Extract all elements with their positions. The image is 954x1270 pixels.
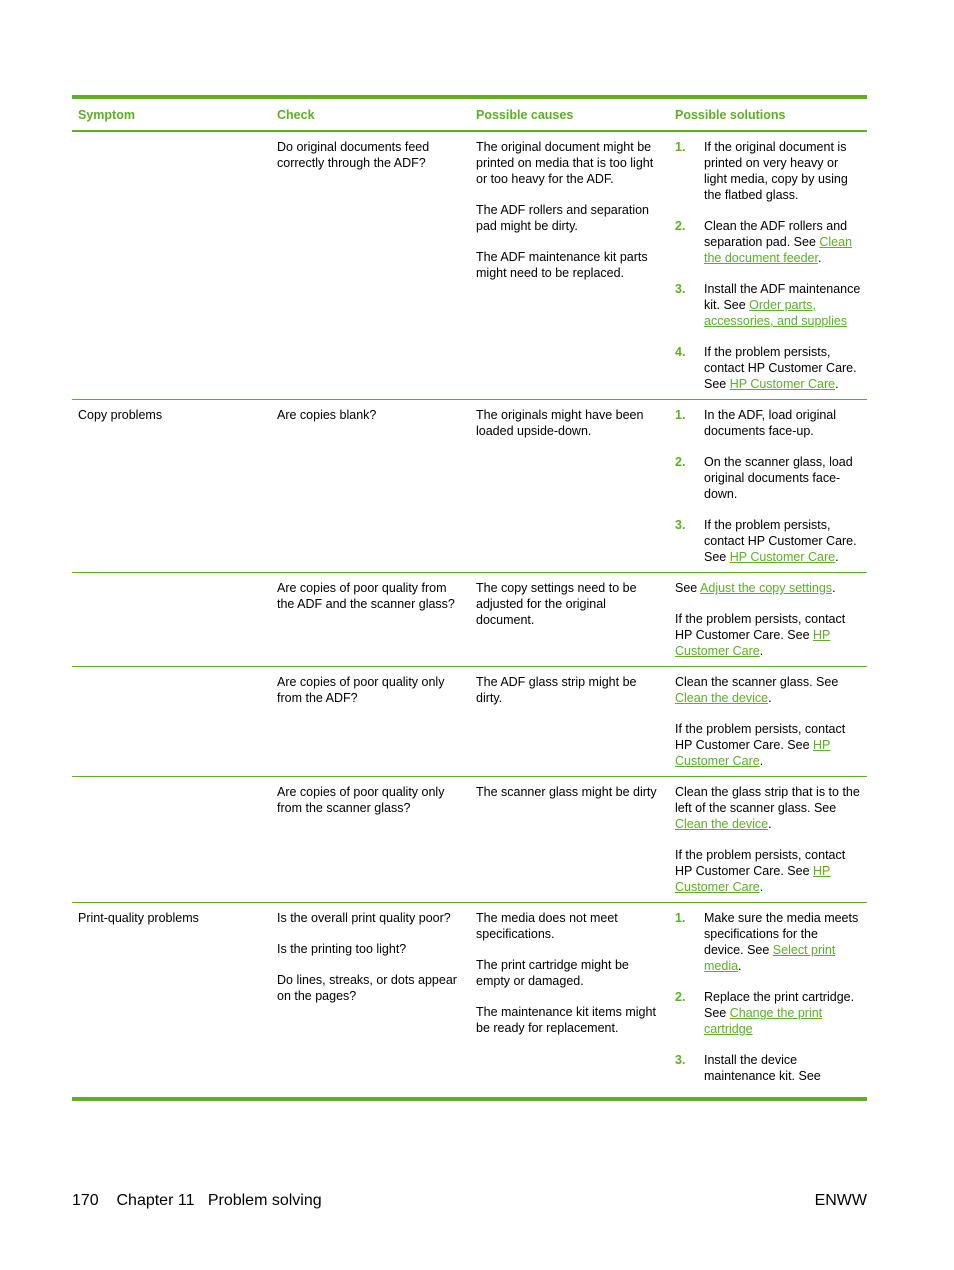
step-end: . — [835, 550, 839, 564]
symptom-cell — [72, 573, 271, 667]
solution-link[interactable]: HP Customer Care — [675, 738, 831, 768]
header-possible-solutions: Possible solutions — [669, 99, 867, 131]
solution-link[interactable]: Adjust the copy settings — [700, 581, 833, 595]
step-end: . — [835, 377, 839, 391]
header-symptom: Symptom — [72, 99, 271, 131]
cause-text: The scanner glass might be dirty — [476, 785, 657, 799]
cause-text: The media does not meet specifications. — [476, 911, 618, 941]
header-possible-causes: Possible causes — [470, 99, 669, 131]
solution-step — [675, 218, 861, 266]
check-cell — [271, 667, 470, 777]
chapter-label: Chapter 11 — [116, 1192, 195, 1209]
step-number: 1. — [675, 911, 686, 925]
footer-right: ENWW — [814, 1192, 867, 1209]
solution-step — [675, 281, 861, 329]
step-text: If the problem persists, contact HP Customer Care. See — [704, 518, 857, 564]
step-number: 3. — [675, 518, 686, 532]
step-end: . — [738, 959, 742, 973]
page-number: 170 — [72, 1192, 99, 1209]
table-row — [72, 573, 867, 667]
step-text: Make sure the media meets specifications for the device. See — [704, 911, 859, 957]
solutions-cell — [669, 573, 867, 667]
step-number: 3. — [675, 282, 686, 296]
step-link[interactable]: Select print media — [704, 943, 836, 973]
troubleshooting-table — [72, 95, 867, 1101]
solutions-cell — [669, 400, 867, 573]
solution-paragraph — [675, 580, 861, 596]
symptom-cell: Print-quality problems — [78, 911, 199, 925]
solution-link[interactable]: HP Customer Care — [675, 864, 831, 894]
check-cell — [271, 573, 470, 667]
cause-text: The ADF glass strip might be dirty. — [476, 675, 637, 705]
check-cell — [271, 777, 470, 903]
step-number: 2. — [675, 219, 686, 233]
causes-cell — [470, 131, 669, 400]
solution-paragraph — [675, 721, 861, 769]
solution-steps — [675, 139, 861, 392]
cause-text: The ADF maintenance kit parts might need to be replaced. — [476, 250, 648, 280]
step-text: Install the ADF maintenance kit. See — [704, 282, 861, 312]
step-number: 1. — [675, 140, 686, 154]
solution-steps — [675, 407, 861, 565]
table-bottom-rule — [72, 1097, 867, 1101]
cause-text: The originals might have been loaded upside-down. — [476, 408, 644, 438]
solution-paragraph — [675, 674, 861, 706]
step-text: In the ADF, load original documents face-up. — [704, 408, 837, 438]
solutions-cell — [669, 777, 867, 903]
table-header-row — [72, 99, 867, 131]
table-row — [72, 400, 867, 573]
check-text: Are copies of poor quality from the ADF and the scanner glass? — [277, 581, 455, 611]
table-body — [72, 131, 867, 1091]
solution-step — [675, 407, 861, 439]
solution-text: See — [675, 581, 701, 595]
causes-cell — [470, 573, 669, 667]
symptom-cell — [72, 131, 271, 400]
header-check: Check — [271, 99, 470, 131]
solution-text: Clean the glass strip that is to the left of the scanner glass. See — [675, 785, 860, 815]
check-text: Do original documents feed correctly through the ADF? — [277, 140, 430, 170]
cause-text: The copy settings need to be adjusted for the original document. — [476, 581, 637, 627]
step-link[interactable]: Clean the document feeder — [704, 235, 853, 265]
solution-step — [675, 1052, 861, 1084]
step-number: 2. — [675, 990, 686, 1004]
solution-end: . — [759, 880, 764, 894]
solution-step — [675, 139, 861, 203]
check-cell — [271, 903, 470, 1092]
solution-link[interactable]: Clean the device — [675, 691, 769, 705]
step-text: Clean the ADF rollers and separation pad. See — [704, 219, 848, 249]
solution-steps — [675, 910, 861, 1084]
problem-table — [72, 99, 867, 1091]
solution-end: . — [832, 581, 836, 595]
check-cell — [271, 131, 470, 400]
step-text: On the scanner glass, load original documents face-down. — [704, 455, 853, 501]
check-text: Are copies of poor quality only from the ADF? — [277, 675, 445, 705]
table-row — [72, 131, 867, 400]
causes-cell — [470, 903, 669, 1092]
solutions-cell — [669, 667, 867, 777]
cause-text: The maintenance kit items might be ready for replacement. — [476, 1005, 656, 1035]
symptom-cell — [72, 777, 271, 903]
causes-cell — [470, 667, 669, 777]
check-text: Is the overall print quality poor? — [277, 911, 451, 925]
check-text: Do lines, streaks, or dots appear on the pages? — [277, 973, 457, 1003]
symptom-cell — [72, 667, 271, 777]
solutions-cell — [669, 131, 867, 400]
solution-text: If the problem persists, contact HP Customer Care. See — [675, 722, 846, 752]
solution-paragraph — [675, 611, 861, 659]
check-text: Are copies blank? — [277, 408, 377, 422]
step-text: Install the device maintenance kit. See — [704, 1053, 821, 1083]
step-number: 2. — [675, 455, 686, 469]
causes-cell — [470, 400, 669, 573]
cause-text: The print cartridge might be empty or damaged. — [476, 958, 629, 988]
solution-end: . — [759, 754, 764, 768]
solution-step — [675, 989, 861, 1037]
section-title: Problem solving — [207, 1192, 322, 1209]
solution-paragraph — [675, 784, 861, 832]
table-row — [72, 777, 867, 903]
solution-text: Clean the scanner glass. See — [675, 675, 839, 689]
step-text: If the problem persists, contact HP Customer Care. See — [704, 345, 857, 391]
step-link[interactable]: Order parts, accessories, and supplies — [704, 298, 848, 328]
solution-text: If the problem persists, contact HP Customer Care. See — [675, 848, 846, 878]
solution-end: . — [759, 644, 764, 658]
solution-paragraph — [675, 847, 861, 895]
solutions-cell — [669, 903, 867, 1092]
solution-end: . — [768, 817, 772, 831]
check-text: Are copies of poor quality only from the scanner glass? — [277, 785, 445, 815]
solution-step — [675, 517, 861, 565]
table-row — [72, 667, 867, 777]
solution-link[interactable]: Clean the device — [675, 817, 769, 831]
solution-step — [675, 910, 861, 974]
step-end: . — [817, 251, 822, 265]
solution-text: If the problem persists, contact HP Customer Care. See — [675, 612, 846, 642]
cause-text: The ADF rollers and separation pad might be dirty. — [476, 203, 650, 233]
step-link[interactable]: Change the print cartridge — [704, 1006, 823, 1036]
step-number: 4. — [675, 345, 686, 359]
solution-step — [675, 344, 861, 392]
step-text: If the original document is printed on very heavy or light media, copy by using the flatbed glass. — [704, 140, 848, 202]
step-number: 1. — [675, 408, 686, 422]
solution-step — [675, 454, 861, 502]
table-row — [72, 903, 867, 1092]
cause-text: The original document might be printed on media that is too light or too heavy for the ADF. — [476, 140, 654, 186]
solution-end: . — [768, 691, 772, 705]
step-link[interactable]: HP Customer Care — [729, 377, 836, 391]
check-cell — [271, 400, 470, 573]
step-number: 3. — [675, 1053, 686, 1067]
check-text: Is the printing too light? — [277, 942, 407, 956]
step-link[interactable]: HP Customer Care — [729, 550, 836, 564]
causes-cell — [470, 777, 669, 903]
symptom-cell: Copy problems — [72, 400, 271, 573]
step-text: Replace the print cartridge. See — [704, 990, 855, 1020]
footer-left — [72, 1192, 322, 1210]
solution-link[interactable]: HP Customer Care — [675, 628, 831, 658]
